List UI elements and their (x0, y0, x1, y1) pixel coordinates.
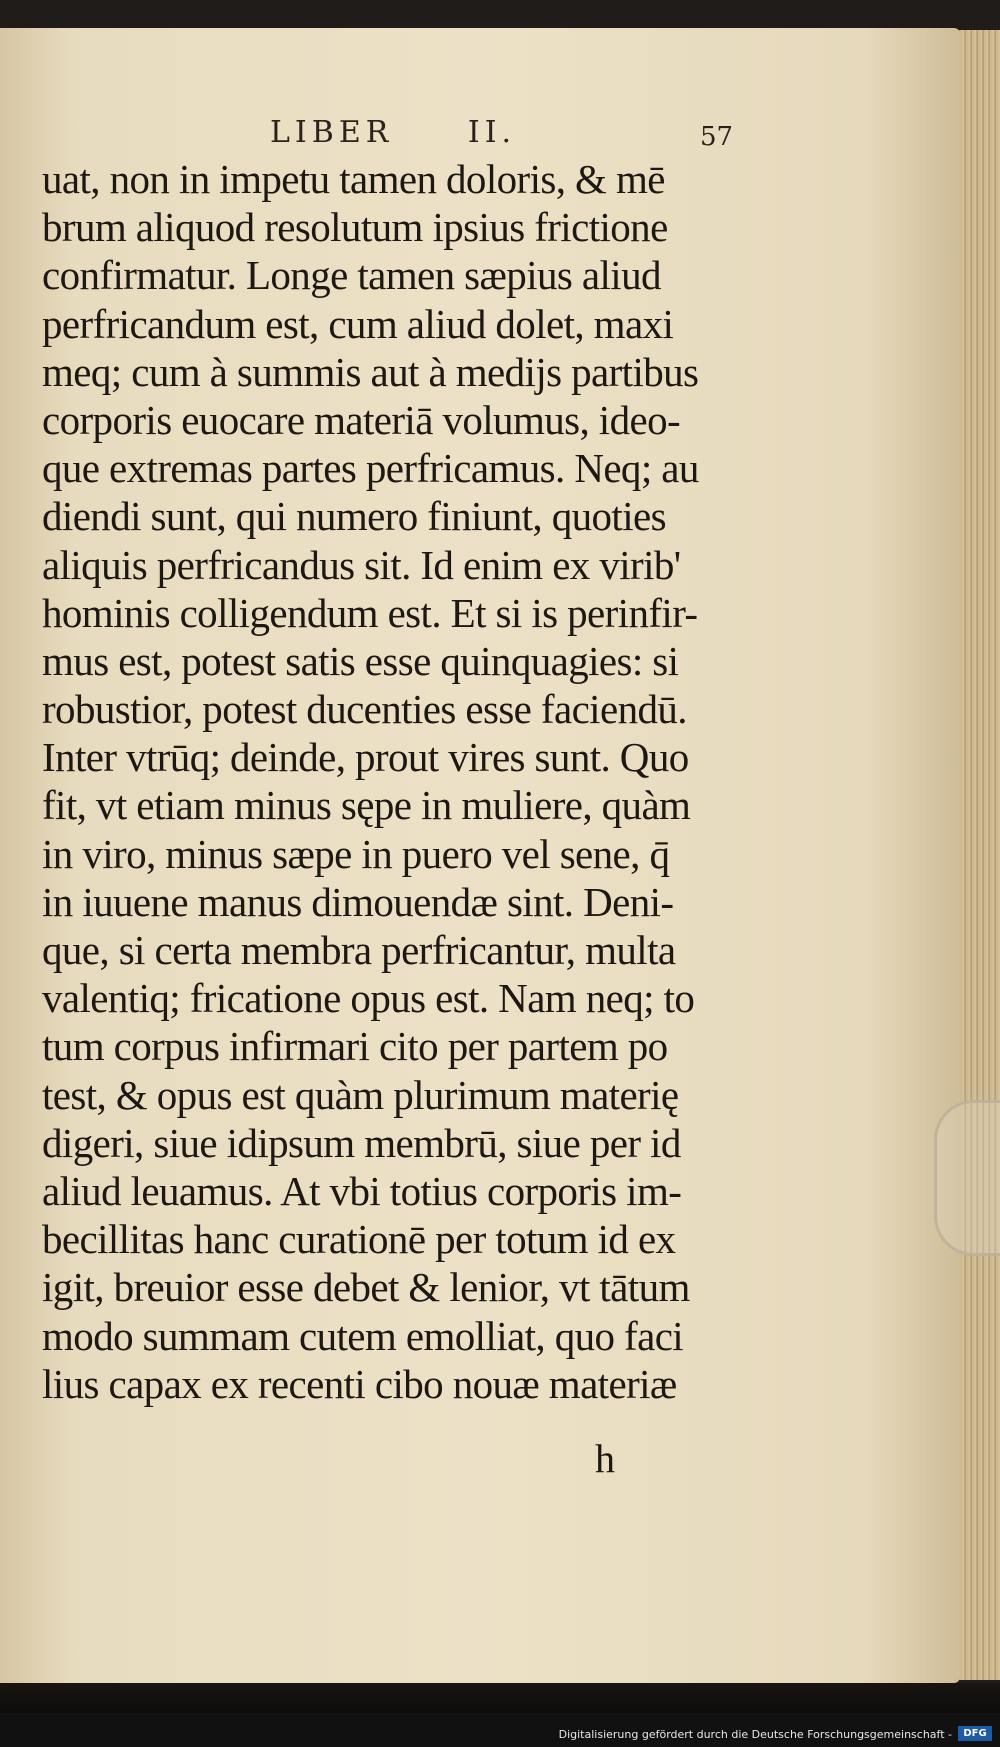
text-line: meq; cum à summis aut à medijs partibus (42, 348, 699, 395)
text-line: modo summam cutem emolliat, quo faci (42, 1312, 684, 1359)
text-line: mus est, potest satis esse quinquagies: si (42, 637, 679, 684)
book-page-edges (955, 30, 1000, 1680)
running-head-book: LIBER (270, 115, 394, 150)
text-line: robustior, potest ducenties esse faciendū. (42, 686, 687, 733)
text-line: igit, breuior esse debet & lenior, vt tātum (42, 1264, 690, 1311)
signature-mark: h (595, 1436, 615, 1481)
text-line: uat, non in impetu tamen doloris, & mē (42, 156, 665, 202)
text-line: in viro, minus sæpe in puero vel sene, q̄ (42, 830, 670, 877)
text-line: brum aliquod resolutum ipsius frictione (42, 204, 668, 251)
text-line: confirmatur. Longe tamen sæpius aliud (42, 252, 661, 299)
text-line: aliud leuamus. At vbi totius corporis im- (42, 1167, 682, 1214)
running-head-number: II. (467, 115, 517, 150)
running-head (270, 115, 516, 150)
page-clip (934, 1100, 1000, 1256)
folio-number: 57 (700, 122, 734, 152)
text-line: in iuuene manus dimouendæ sint. Deni- (42, 878, 674, 925)
text-line: fit, vt etiam minus sępe in muliere, quàm (42, 782, 691, 829)
text-line: lius capax ex recenti cibo nouæ materiæ (42, 1360, 677, 1407)
text-line: corporis euocare materiā volumus, ideo- (42, 396, 681, 443)
text-line: perfricandum est, cum aliud dolet, maxi (42, 300, 674, 347)
footer-credit: Digitalisierung gefördert durch die Deutsche Forschungsgemeinschaft - (558, 1728, 952, 1741)
text-line: diendi sunt, qui numero finiunt, quoties (42, 493, 666, 540)
binding-shadow (0, 1683, 1000, 1713)
text-line: hominis colligendum est. Et si is perinfir- (42, 589, 698, 636)
text-block (42, 155, 752, 1408)
text-line: valentiq; fricatione opus est. Nam neq; to (42, 975, 695, 1022)
text-line: becillitas hanc curationē per totum id ex (42, 1216, 676, 1263)
text-line: que, si certa membra perfricantur, multa (42, 927, 676, 973)
text-line: digeri, siue idipsum membrū, siue per id (42, 1119, 681, 1166)
text-line: que extremas partes perfricamus. Neq; au (42, 445, 699, 492)
text-line: test, & opus est quàm plurimum materię (42, 1071, 679, 1118)
text-line: tum corpus infirmari cito per partem po (42, 1023, 668, 1070)
text-line: aliquis perfricandus sit. Id enim ex virib' (42, 541, 681, 588)
dfg-logo: DFG (958, 1726, 992, 1741)
text-line: Inter vtrūq; deinde, prout vires sunt. Quo (42, 734, 689, 781)
